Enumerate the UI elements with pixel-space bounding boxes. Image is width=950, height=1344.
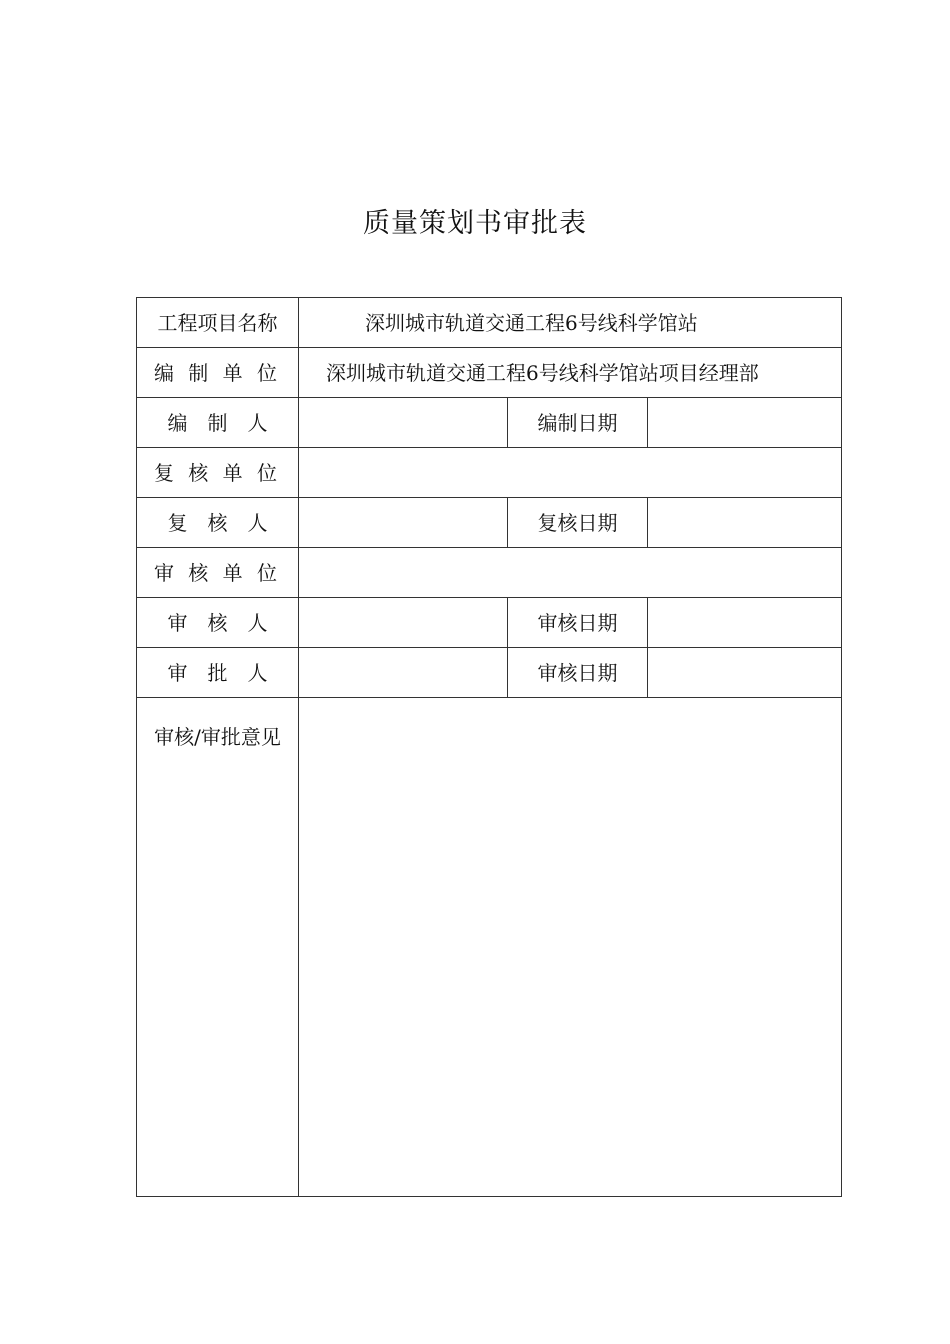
- row-auditor: [137, 598, 842, 648]
- compile-unit-value: 深圳城市轨道交通工程6号线科学馆站项目经理部: [326, 360, 759, 385]
- project-name-value: 深圳城市轨道交通工程6号线科学馆站: [365, 310, 698, 335]
- compiler-label-cell: [137, 398, 299, 448]
- review-date-label: 复核日期: [537, 510, 618, 535]
- row-compile-unit: [137, 348, 842, 398]
- compile-unit-value-cell[interactable]: [299, 348, 842, 398]
- auditor-value-cell[interactable]: [299, 598, 508, 648]
- audit-unit-label-cell: [137, 548, 299, 598]
- approve-date-label: 审核日期: [537, 660, 618, 685]
- review-unit-label: 复 核 单 位: [153, 460, 282, 485]
- reviewer-label-cell: [137, 498, 299, 548]
- project-name-label-cell: [137, 298, 299, 348]
- compile-unit-label-cell: [137, 348, 299, 398]
- auditor-label: 审 核 人: [167, 610, 268, 635]
- approver-label-cell: [137, 648, 299, 698]
- project-name-value-cell[interactable]: [299, 298, 842, 348]
- row-audit-unit: [137, 548, 842, 598]
- review-date-value-cell[interactable]: [648, 498, 842, 548]
- row-reviewer: [137, 498, 842, 548]
- compile-date-label-cell: [508, 398, 648, 448]
- compile-date-label: 编制日期: [537, 410, 618, 435]
- reviewer-label: 复 核 人: [167, 510, 268, 535]
- opinion-label-cell: [137, 698, 299, 1197]
- review-date-label-cell: [508, 498, 648, 548]
- auditor-label-cell: [137, 598, 299, 648]
- approver-value-cell[interactable]: [299, 648, 508, 698]
- audit-date-label-cell: [508, 598, 648, 648]
- page-title: 质量策划书审批表: [363, 208, 587, 239]
- project-name-label: 工程项目名称: [157, 310, 278, 335]
- compile-unit-label: 编 制 单 位: [153, 360, 282, 385]
- opinion-label: 审核/审批意见: [154, 725, 281, 749]
- reviewer-value-cell[interactable]: [299, 498, 508, 548]
- row-compiler: [137, 398, 842, 448]
- review-unit-value-cell[interactable]: [299, 448, 842, 498]
- approve-date-value-cell[interactable]: [648, 648, 842, 698]
- approver-label: 审 批 人: [167, 660, 268, 685]
- approval-form-table: [136, 297, 842, 1197]
- audit-unit-label: 审 核 单 位: [153, 560, 282, 585]
- approve-date-label-cell: [508, 648, 648, 698]
- compiler-label: 编 制 人: [167, 410, 268, 435]
- opinion-value-cell[interactable]: [299, 698, 842, 1197]
- row-opinion: [137, 698, 842, 1197]
- audit-unit-value-cell[interactable]: [299, 548, 842, 598]
- compile-date-value-cell[interactable]: [648, 398, 842, 448]
- row-review-unit: [137, 448, 842, 498]
- row-approver: [137, 648, 842, 698]
- compiler-value-cell[interactable]: [299, 398, 508, 448]
- audit-date-label: 审核日期: [537, 610, 618, 635]
- review-unit-label-cell: [137, 448, 299, 498]
- audit-date-value-cell[interactable]: [648, 598, 842, 648]
- row-project-name: [137, 298, 842, 348]
